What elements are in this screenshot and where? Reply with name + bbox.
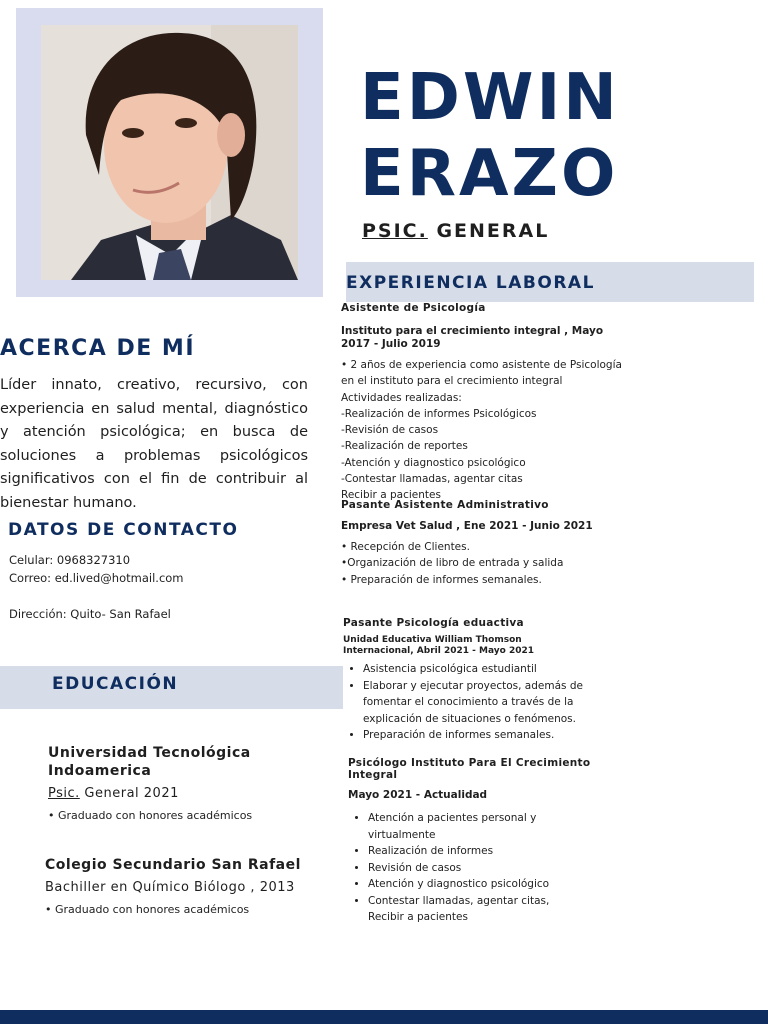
- job-entry-company: Empresa Vet Salud , Ene 2021 - Junio 2021: [341, 520, 593, 532]
- job-line: •Organización de libro de entrada y salida: [341, 557, 564, 570]
- job-entry-title: Psicólogo Instituto Para El Crecimiento Integral: [348, 757, 591, 781]
- last-name: ERAZO: [360, 137, 619, 211]
- first-name: EDWIN: [360, 61, 620, 135]
- job-entry: [348, 757, 638, 926]
- job-line: -Realización de informes Psicológicos: [341, 407, 537, 420]
- job-entry: [343, 617, 593, 744]
- contact-email: Correo: ed.lived@hotmail.com: [9, 571, 184, 585]
- job-line: -Contestar llamadas, agentar citas: [341, 473, 523, 486]
- education-note: • Graduado con honores académicos: [45, 903, 250, 916]
- degree: Bachiller en Químico Biólogo , 2013: [45, 880, 295, 895]
- job-bullet: • Contestar llamadas, agentar citas, Recibir a pacientes: [368, 893, 588, 926]
- job-line: • 2 años de experiencia como asistente de Psicología en el instituto para el crecimiento integral: [341, 359, 622, 388]
- job-title-rest: GENERAL: [427, 220, 550, 242]
- job-entry: [341, 302, 626, 504]
- job-bullets: [348, 810, 588, 926]
- job-bullet: • Atención a pacientes personal y virtualmente: [368, 810, 588, 843]
- job-bullet: • Revisión de casos: [368, 860, 588, 877]
- education-item: [45, 856, 305, 916]
- job-bullets: [343, 661, 593, 744]
- job-bullet: • Preparación de informes semanales.: [363, 727, 593, 744]
- job-line: Actividades realizadas:: [341, 391, 462, 404]
- job-line: -Atención y diagnostico psicológico: [341, 456, 526, 469]
- job-entry-company: Unidad Educativa William Thomson Internacional, Abril 2021 - Mayo 2021: [343, 635, 534, 656]
- job-entry-title: Pasante Psicología eduactiva: [343, 617, 524, 629]
- job-entry-company: Mayo 2021 - Actualidad: [348, 789, 488, 801]
- job-entry: [341, 499, 626, 588]
- about-heading: ACERCA DE MÍ: [0, 336, 195, 361]
- degree-rest: General 2021: [79, 786, 179, 801]
- job-line: -Revisión de casos: [341, 424, 439, 437]
- education-item: [48, 744, 278, 822]
- job-bullet: • Atención y diagnostico psicológico: [368, 876, 588, 893]
- job-line: -Realización de reportes: [341, 440, 468, 453]
- school-name: Universidad Tecnológica Indoamerica: [48, 745, 251, 779]
- job-line: • Recepción de Clientes.: [341, 541, 470, 553]
- job-line: • Preparación de informes semanales.: [341, 573, 542, 586]
- job-bullet: • Asistencia psicológica estudiantil: [363, 661, 593, 678]
- degree-abbr: Psic.: [48, 786, 80, 801]
- job-title: [362, 220, 549, 242]
- job-entry-title: Pasante Asistente Administrativo: [341, 499, 549, 511]
- contact-heading: DATOS DE CONTACTO: [8, 520, 239, 540]
- school-name: Colegio Secundario San Rafael: [45, 857, 301, 873]
- about-text: Líder innato, creativo, recursivo, con experiencia en salud mental, diagnóstico y atención psicológica; en busca de soluciones a problemas psicológicos significativos con el fin de contribuir al bienestar humano.: [0, 377, 308, 511]
- experience-heading: EXPERIENCIA LABORAL: [346, 273, 595, 293]
- contact-address: Dirección: Quito- San Rafael: [9, 607, 171, 621]
- job-bullet: • Elaborar y ejecutar proyectos, además de fomentar el conocimiento a través de la explicación de situaciones o fenómenos.: [363, 678, 593, 728]
- job-entry-title: Asistente de Psicología: [341, 302, 486, 314]
- contact-phone: Celular: 0968327310: [9, 553, 131, 567]
- job-title-abbr: PSIC.: [362, 220, 428, 242]
- profile-photo: [41, 25, 298, 280]
- job-bullet: • Realización de informes: [368, 843, 588, 860]
- education-heading: EDUCACIÓN: [52, 674, 179, 694]
- job-entry-company: Instituto para el crecimiento integral , Mayo 2017 - Julio 2019: [341, 325, 604, 350]
- education-note: • Graduado con honores académicos: [48, 809, 253, 822]
- degree: [48, 786, 278, 801]
- profile-photo-illustration: [41, 25, 298, 280]
- job-line: Recibir a pacientes: [341, 489, 441, 502]
- footer-bar: [0, 1010, 768, 1024]
